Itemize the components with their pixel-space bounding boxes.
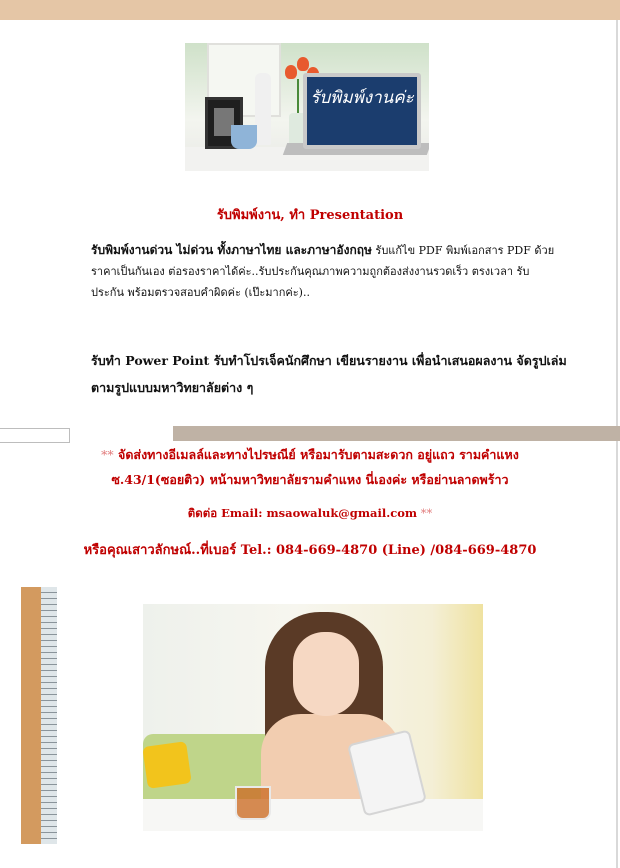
delivery-info-line1: ** จัดส่งทางอีเมลล์และทางไปรษณีย์ หรือมารับตามสะดวก อยู่แถว รามคำแหง (101, 447, 519, 462)
phone-contact: หรือคุณเสาวลักษณ์..ที่เบอร์ Tel.: 084-669-4870 (Line) /084-669-4870 (83, 543, 537, 558)
email-text: ติดต่อ Email: msaowaluk@gmail.com (187, 506, 418, 520)
pillow-image (143, 741, 192, 789)
laptop-screen-text: รับพิมพ์งานค่ะ (310, 88, 414, 108)
top-header-bar (0, 0, 620, 20)
page-heading: รับพิมพ์งาน, ทำ Presentation (216, 208, 404, 223)
tea-cup-image (235, 786, 271, 820)
divider-bar (173, 426, 620, 441)
cup-image (231, 125, 257, 149)
page-border (616, 20, 618, 868)
woman-face (293, 632, 359, 716)
email-contact: ติดต่อ Email: msaowaluk@gmail.com ** (187, 506, 433, 520)
service-description (91, 240, 561, 303)
tulip-image (285, 65, 297, 79)
woman-tablet-photo (143, 604, 483, 831)
powerpoint-description: รับทำ Power Point รับทำโปรเจ็คนักศึกษา เขียนรายงาน เพื่อนำเสนอผลงาน จัดรูปเล่ม ตามรูปแบบมหาวิทยาลัยต่าง ๆ (91, 353, 567, 395)
laptop-image (303, 73, 421, 149)
desk-laptop-photo (185, 43, 429, 171)
ruler-decoration (21, 587, 57, 844)
service-details: รับแก้ไข PDF พิมพ์เอกสาร PDF ด้วยราคาเป็นกันเอง ต่อรองราคาได้ค่ะ..รับประกันคุณภาพความถูกต้องส่งงานรวดเร็ว ตรงเวลา รับประกัน พร้อมตรวจสอบคำผิดค่ะ (เป๊ะมากค่ะ).. (91, 244, 555, 299)
bottle-image (255, 73, 271, 145)
service-highlight: รับพิมพ์งานด่วน ไม่ด่วน ทั้งภาษาไทย และภาษาอังกฤษ (91, 243, 372, 257)
small-box (0, 428, 70, 443)
delivery-info-line2: ซ.43/1(ซอยติว) หน้ามหาวิทยาลัยรามคำแหง นี่เองค่ะ หรือย่านลาดพร้าว (111, 472, 509, 487)
